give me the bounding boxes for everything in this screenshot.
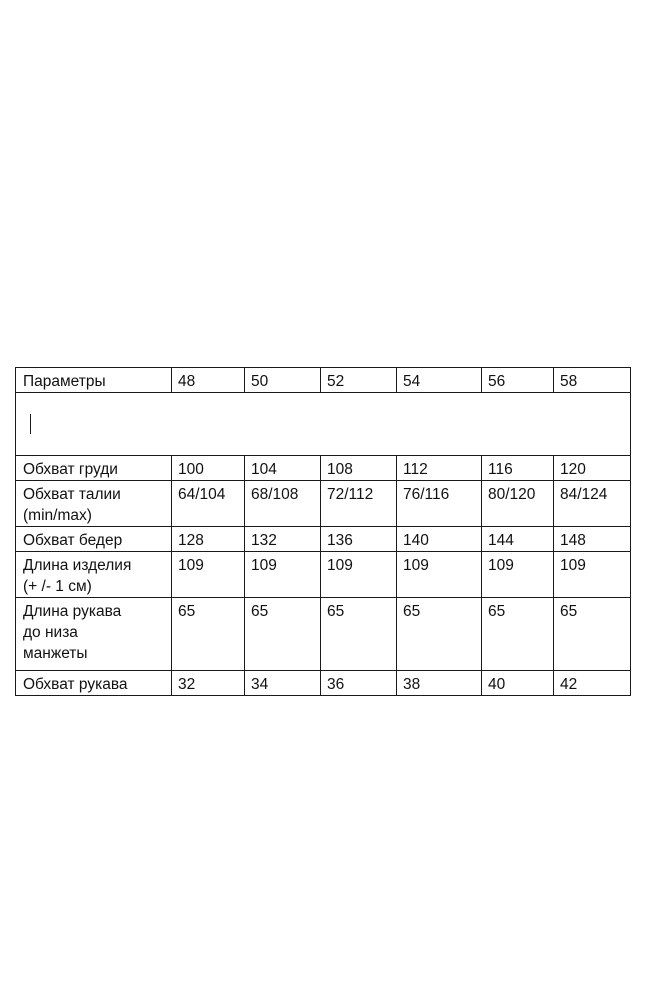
table-cell: 38 — [397, 671, 482, 696]
table-cell: 42 — [554, 671, 631, 696]
table-cell: 132 — [245, 527, 321, 552]
table-row — [16, 671, 631, 696]
table-cell: 136 — [321, 527, 397, 552]
header-label: Параметры — [16, 368, 172, 393]
table-cell: 64/104 — [172, 481, 245, 527]
table-cell: 40 — [482, 671, 554, 696]
empty-separator-cell — [16, 393, 631, 456]
header-row — [16, 368, 631, 393]
table-cell: 76/116 — [397, 481, 482, 527]
table-cell: 109 — [172, 552, 245, 598]
table-cell: 68/108 — [245, 481, 321, 527]
table-cell: 109 — [397, 552, 482, 598]
size-header-58: 58 — [554, 368, 631, 393]
table-cell: 84/124 — [554, 481, 631, 527]
table-cell: 109 — [245, 552, 321, 598]
table-cell: 65 — [397, 598, 482, 671]
row-label: Обхват бедер — [16, 527, 172, 552]
table-cell: 65 — [245, 598, 321, 671]
table-row — [16, 527, 631, 552]
size-header-56: 56 — [482, 368, 554, 393]
table-cell: 109 — [554, 552, 631, 598]
table-row — [16, 598, 631, 671]
table-cell: 72/112 — [321, 481, 397, 527]
size-header-52: 52 — [321, 368, 397, 393]
size-header-48: 48 — [172, 368, 245, 393]
empty-separator-row — [16, 393, 631, 456]
table-cell: 112 — [397, 456, 482, 481]
table-cell: 116 — [482, 456, 554, 481]
table-cell: 120 — [554, 456, 631, 481]
table-cell: 65 — [321, 598, 397, 671]
table-cell: 148 — [554, 527, 631, 552]
table-cell: 109 — [482, 552, 554, 598]
row-label: Обхват рукава — [16, 671, 172, 696]
table-cell: 128 — [172, 527, 245, 552]
size-header-50: 50 — [245, 368, 321, 393]
table-cell: 108 — [321, 456, 397, 481]
row-label: Обхват груди — [16, 456, 172, 481]
size-header-54: 54 — [397, 368, 482, 393]
table-row — [16, 552, 631, 598]
size-chart-table — [15, 367, 631, 696]
table-cell: 34 — [245, 671, 321, 696]
separator-stub — [16, 414, 31, 434]
table-cell: 65 — [482, 598, 554, 671]
table-cell: 144 — [482, 527, 554, 552]
table-cell: 36 — [321, 671, 397, 696]
table-row — [16, 481, 631, 527]
table-cell: 80/120 — [482, 481, 554, 527]
table-cell: 32 — [172, 671, 245, 696]
table-cell: 65 — [554, 598, 631, 671]
table-cell: 100 — [172, 456, 245, 481]
table-cell: 65 — [172, 598, 245, 671]
row-label: Длина изделия (+ /- 1 см) — [16, 552, 172, 598]
table-cell: 109 — [321, 552, 397, 598]
row-label: Обхват талии (min/max) — [16, 481, 172, 527]
table-row — [16, 456, 631, 481]
table-cell: 140 — [397, 527, 482, 552]
table-cell: 104 — [245, 456, 321, 481]
row-label: Длина рукава до низа манжеты — [16, 598, 172, 671]
